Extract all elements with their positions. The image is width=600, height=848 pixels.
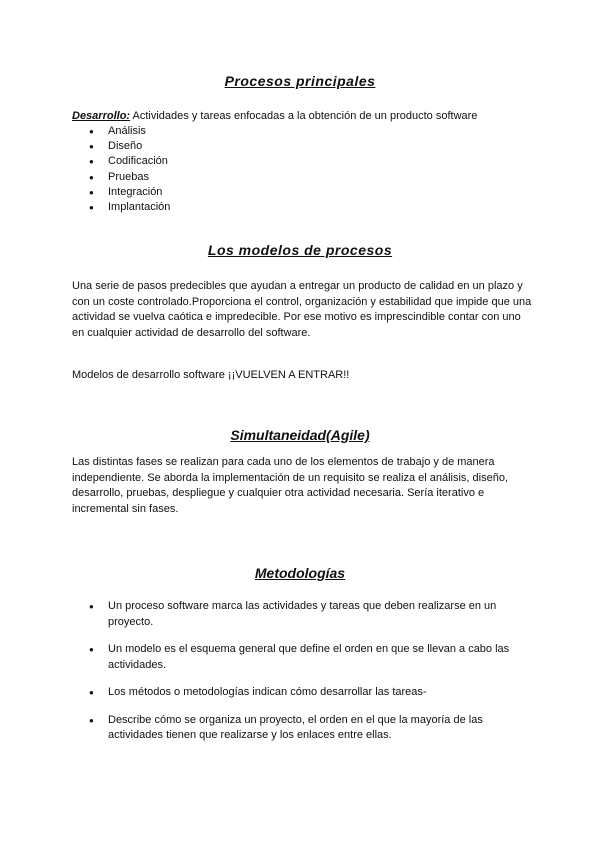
- desarrollo-text: Actividades y tareas enfocadas a la obtención de un producto software: [130, 110, 478, 122]
- list-item: ● Integración: [72, 185, 532, 200]
- bullet-icon: ●: [89, 142, 94, 152]
- list-item: ● Pruebas: [72, 170, 532, 185]
- modelos-note: Modelos de desarrollo software ¡¡VUELVEN A ENTRAR!!: [72, 369, 350, 381]
- list-item: ● Describe cómo se organiza un proyecto, el orden en el que la mayoría de las actividades tienen que realizarse y los enlaces entre ellas.: [89, 713, 483, 741]
- bullet-icon: ●: [89, 127, 94, 136]
- bullet-icon: ●: [89, 157, 94, 167]
- list-item: ● Diseño: [72, 139, 532, 154]
- bullet-icon: ●: [89, 645, 94, 654]
- bullet-icon: ●: [89, 688, 94, 697]
- metodologias-list: [72, 599, 532, 756]
- simultaneidad-paragraph: Las distintas fases se realizan para cada uno de los elementos de trabajo y de manera independiente. Se aborda la implementación de un requisito se realiza el análisis, diseño, desarrollo, pruebas, despliegue y cualquier otra actividad necesaria. Sería iterativo e incremental sin fases.: [72, 456, 508, 515]
- bullet-icon: ●: [89, 203, 94, 213]
- heading-modelos-de-procesos: Los modelos de procesos: [207, 242, 393, 258]
- list-item: ● Análisis: [72, 124, 532, 139]
- modelos-paragraph: Una serie de pasos predecibles que ayudan a entregar un producto de calidad en un plazo y con un coste controlado.Proporciona el control, organización y estabilidad que impide que una actividad se vuelva caótica e impredecible. Por ese motivo es imprescindible contar con uno en cualquier actividad de desarrollo del software.: [72, 280, 532, 339]
- heading-metodologias: Metodologías: [254, 565, 346, 581]
- list-item: ● Un proceso software marca las actividades y tareas que deben realizarse en un proyecto.: [89, 600, 497, 628]
- bullet-icon: ●: [89, 172, 94, 182]
- heading-procesos-principales: Procesos principales: [224, 73, 376, 89]
- list-item: ● Los métodos o metodologías indican cómo desarrollar las tareas-: [72, 685, 532, 701]
- heading-simultaneidad-agile: Simultaneidad(Agile): [230, 427, 370, 443]
- bullet-icon: ●: [89, 602, 94, 611]
- procesos-list: [72, 124, 532, 215]
- list-item: ● Un modelo es el esquema general que define el orden en que se llevan a cabo las actividades.: [89, 643, 510, 671]
- bullet-icon: ●: [89, 715, 94, 725]
- desarrollo-paragraph: [72, 109, 532, 125]
- desarrollo-label: Desarrollo:: [72, 110, 131, 122]
- bullet-icon: ●: [89, 187, 94, 197]
- list-item: ● Implantación: [72, 200, 532, 215]
- list-item: ● Codificación: [72, 154, 532, 169]
